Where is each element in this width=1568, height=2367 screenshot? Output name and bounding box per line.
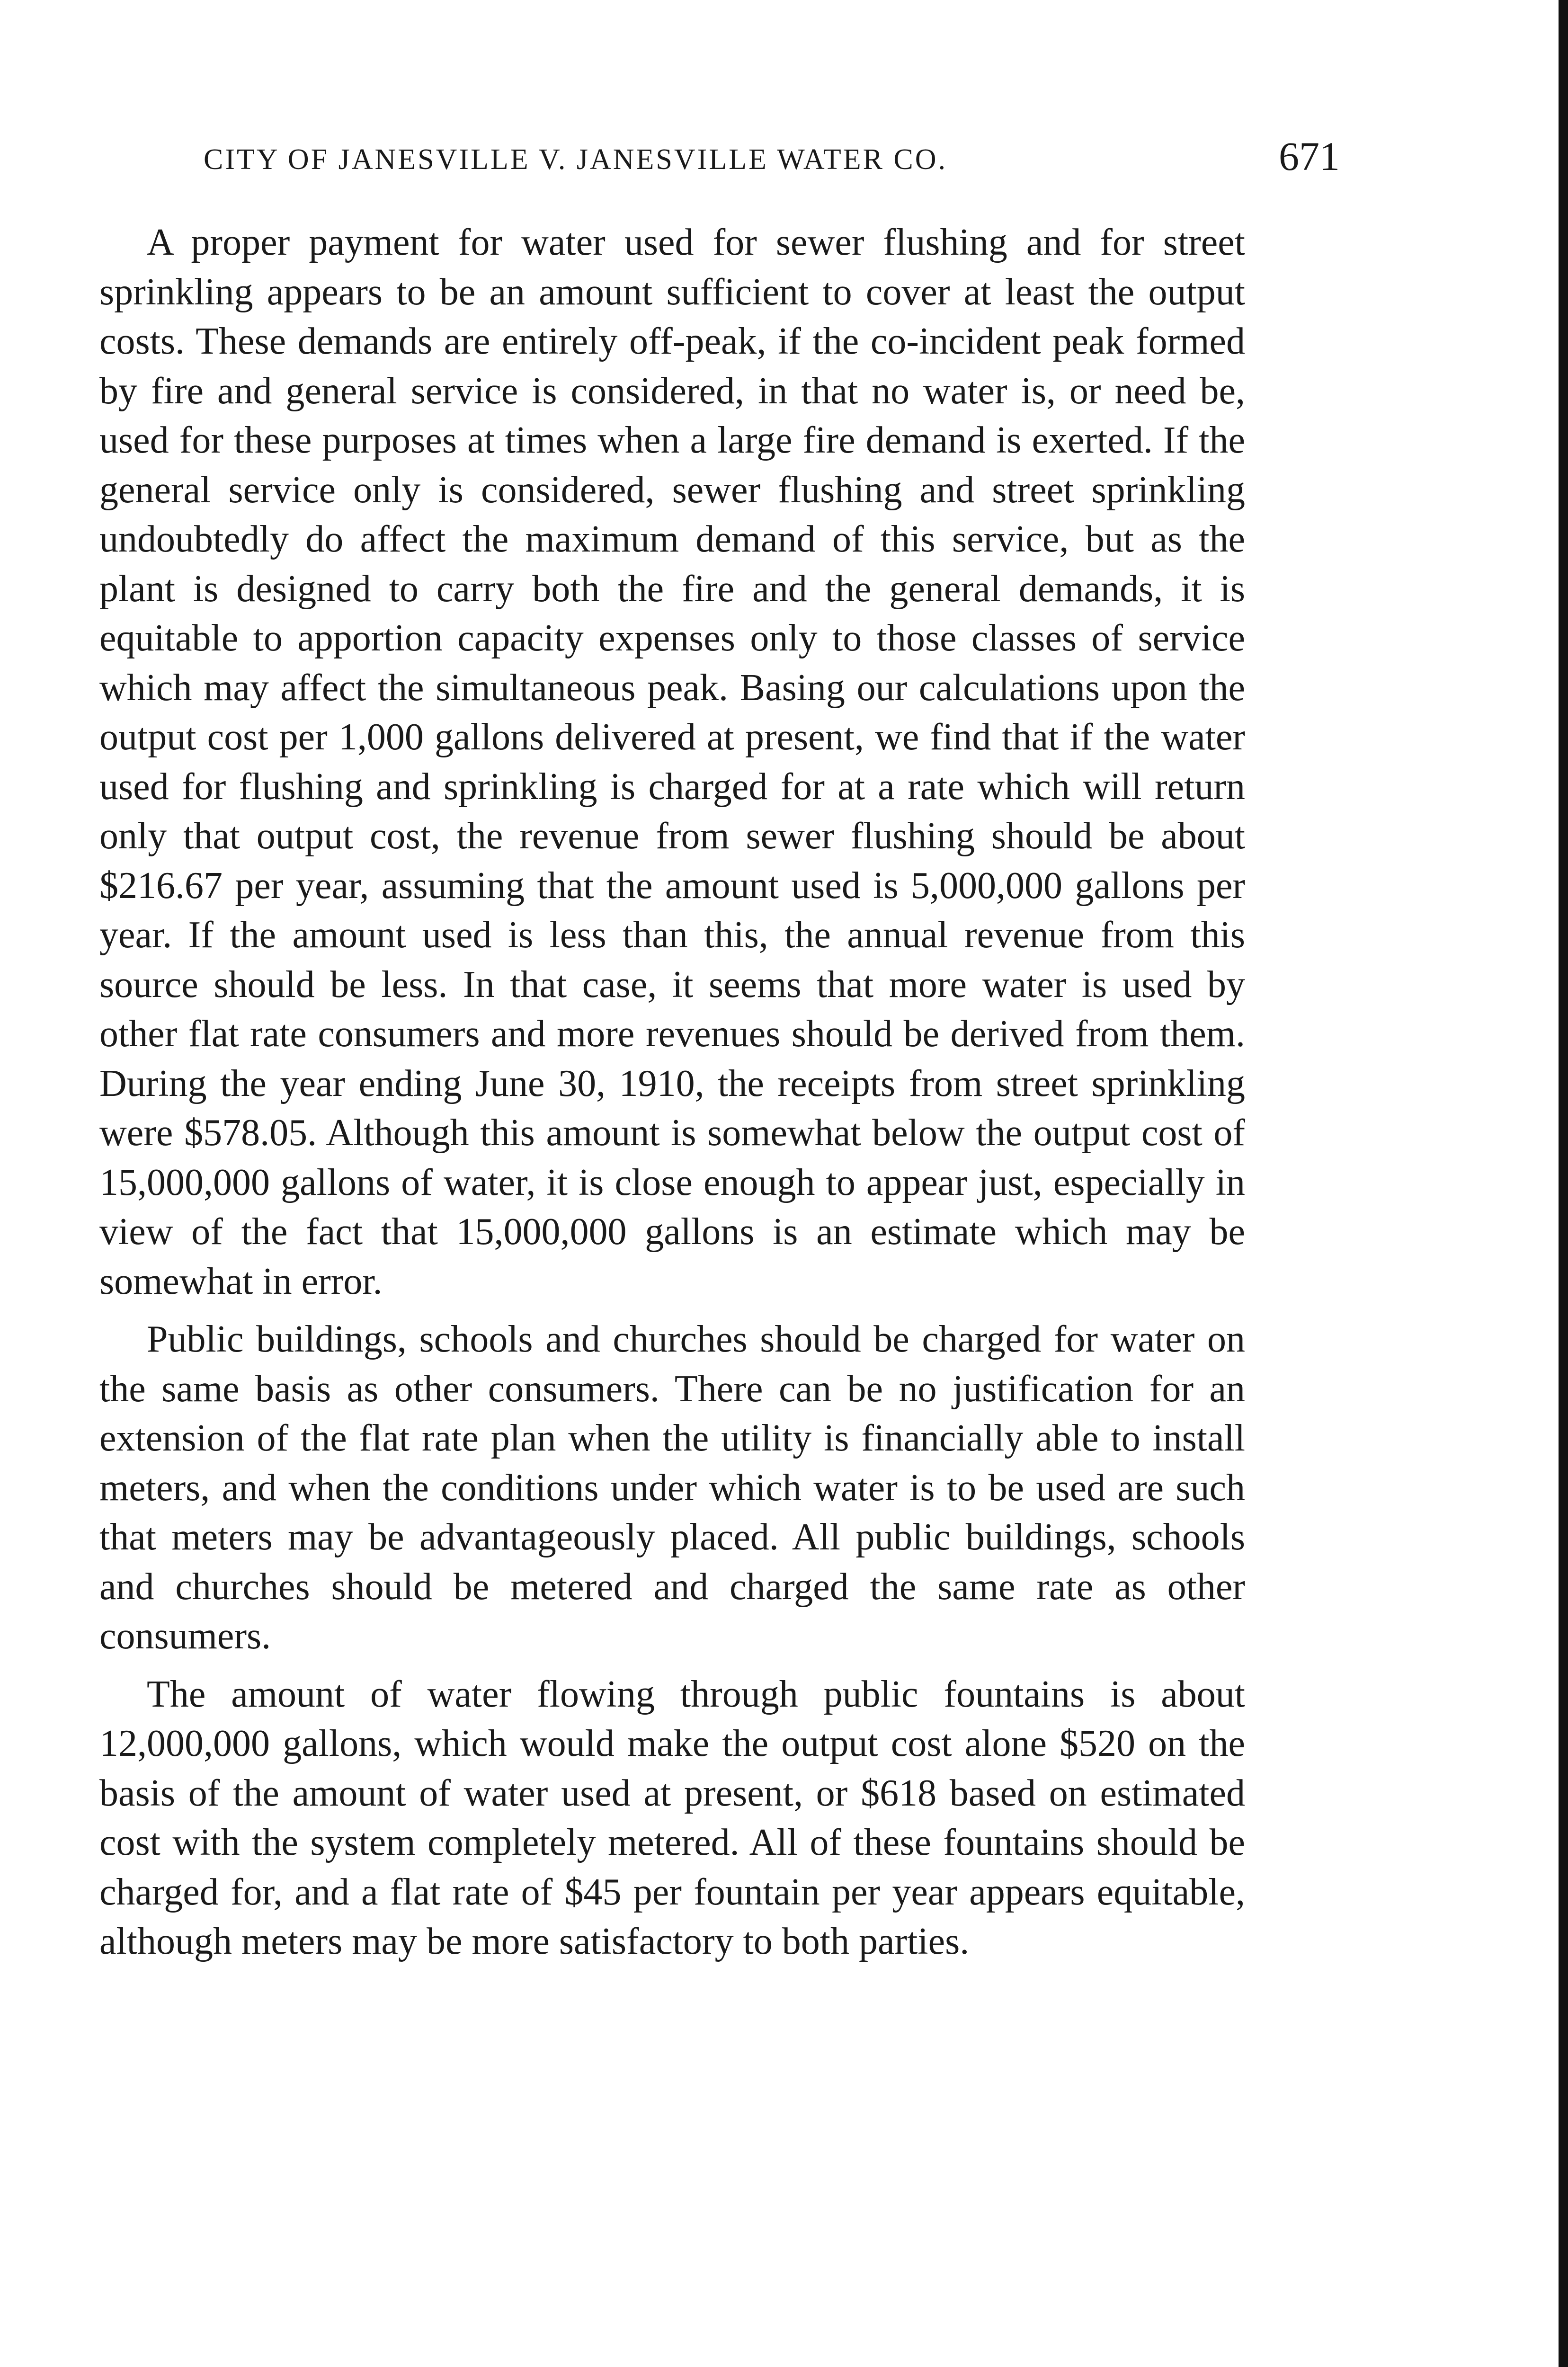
paragraph-public-fountains: The amount of water flowing through public fountains is about 12,000,000 gallons, which would make the output cost alone $520 on the basis of the amount of water used at present, or $618 based on estimated cost with the system completely metered. All of these fountains should be charged for, and a flat rate of $45 per fountain per year appears equitable, although meters may be more satisfactory to both parties. <box>99 1673 1245 1962</box>
page-number: 671 <box>1279 133 1340 179</box>
running-title: CITY OF JANESVILLE V. JANESVILLE WATER CO. <box>204 143 948 176</box>
paragraph-public-buildings: Public buildings, schools and churches should be charged for water on the same basis as other consumers. There can be no justification for an extension of the flat rate plan when the utility is financially able to install meters, and when the conditions under which water is to be used are such that meters may be advantageously placed. All public buildings, schools and churches should be metered and charged the same rate as other consumers. <box>99 1318 1245 1657</box>
body-text <box>99 218 1245 1975</box>
running-head <box>204 133 1340 189</box>
page-edge-shadow <box>1559 0 1568 2367</box>
paragraph-sewer-flushing: A proper payment for water used for sewer flushing and for street sprinkling appears to be an amount sufficient to cover at least the output costs. These demands are entirely off-peak, if the co-incident peak formed by fire and general service is considered, in that no water is, or need be, used for these purposes at times when a large fire demand is exerted. If the general service only is considered, sewer flushing and street sprinkling undoubtedly do affect the maximum demand of this service, but as the plant is designed to carry both the fire and the general demands, it is equitable to apportion capacity expenses only to those classes of service which may affect the simultaneous peak. Basing our calculations upon the output cost per 1,000 gallons delivered at present, we find that if the water used for flushing and sprinkling is charged for at a rate which will return only that output cost, the revenue from sewer flushing should be about $216.67 per year, assuming that the amount used is 5,000,000 gallons per year. If the amount used is less than this, the annual revenue from this source should be less. In that case, it seems that more water is used by other flat rate consumers and more revenues should be derived from them. During the year ending June 30, 1910, the receipts from street sprinkling were $578.05. Although this amount is somewhat below the output cost of 15,000,000 gallons of water, it is close enough to appear just, especially in view of the fact that 15,000,000 gallons is an estimate which may be somewhat in error. <box>99 222 1245 1302</box>
